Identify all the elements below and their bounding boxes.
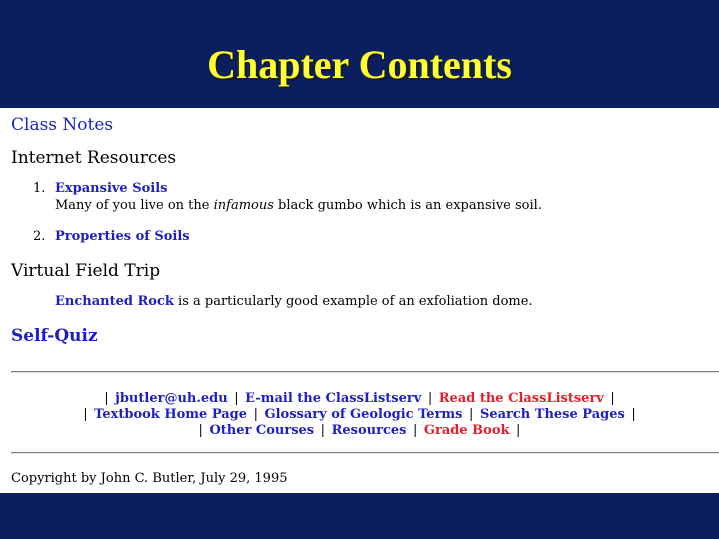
description-emphasis: infamous <box>213 198 274 213</box>
nav-separator: | <box>83 407 88 422</box>
nav-separator: | <box>253 407 258 422</box>
description-text: Many of you live on the <box>55 198 210 213</box>
nav-separator: | <box>412 423 418 438</box>
nav-row-1 <box>0 391 719 406</box>
resources-link[interactable]: Resources <box>331 423 407 438</box>
list-item <box>55 229 190 244</box>
expansive-soils-link[interactable]: Expansive Soils <box>55 181 168 196</box>
nav-separator: | <box>610 391 615 406</box>
nav-separator: | <box>469 407 474 422</box>
footer-band <box>0 493 719 539</box>
list-item-number: 2. <box>33 229 46 244</box>
list-item <box>55 181 168 196</box>
field-trip-text: is a particularly good example of an exfoliation dome. <box>178 294 533 309</box>
nav-separator: | <box>104 391 109 406</box>
properties-of-soils-link[interactable]: Properties of Soils <box>55 229 190 244</box>
nav-separator: | <box>234 391 239 406</box>
list-item-number: 1. <box>33 181 46 196</box>
divider <box>11 371 719 373</box>
page-title: Chapter Contents <box>207 42 512 87</box>
other-courses-link[interactable]: Other Courses <box>209 423 315 438</box>
grade-book-link[interactable]: Grade Book <box>423 423 510 438</box>
nav-separator: | <box>198 423 203 438</box>
description-text: black gumbo which is an expansive soil. <box>278 198 542 213</box>
textbook-home-link[interactable]: Textbook Home Page <box>94 407 248 422</box>
class-notes-link[interactable]: Class Notes <box>11 115 114 135</box>
copyright-text: Copyright by John C. Butler, July 29, 1995 <box>11 471 288 486</box>
self-quiz-link[interactable]: Self-Quiz <box>11 326 98 346</box>
field-trip-description <box>55 294 533 309</box>
nav-row-2 <box>0 407 719 422</box>
nav-separator: | <box>427 391 433 406</box>
search-pages-link[interactable]: Search These Pages <box>479 407 625 422</box>
email-link[interactable]: jbutler@uh.edu <box>115 391 228 406</box>
virtual-field-trip-heading: Virtual Field Trip <box>11 261 161 281</box>
internet-resources-heading: Internet Resources <box>11 148 177 168</box>
nav-separator: | <box>320 423 326 438</box>
enchanted-rock-link[interactable]: Enchanted Rock <box>55 294 174 309</box>
read-listserv-link[interactable]: Read the ClassListserv <box>438 391 604 406</box>
expansive-soils-description <box>55 198 542 213</box>
glossary-link[interactable]: Glossary of Geologic Terms <box>264 407 463 422</box>
email-listserv-link[interactable]: E-mail the ClassListserv <box>245 391 422 406</box>
nav-separator: | <box>631 407 636 422</box>
divider <box>11 452 719 454</box>
nav-separator: | <box>516 423 521 438</box>
nav-row-3 <box>0 423 719 438</box>
